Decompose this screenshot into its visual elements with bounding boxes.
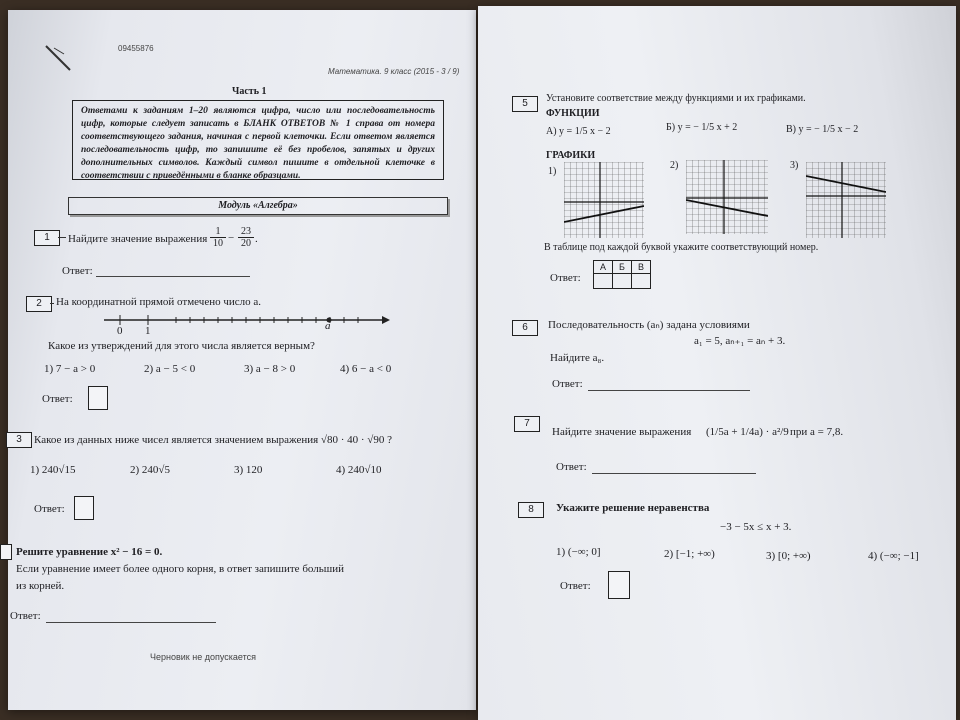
q7-text: Найдите значение выражения: [552, 426, 692, 438]
q6-text: Последовательность (aₙ) задана условиями: [548, 319, 750, 331]
answer-cell[interactable]: [613, 274, 632, 289]
q2-option-3: 3) a − 8 > 0: [244, 363, 296, 375]
question-number: 3: [6, 432, 32, 448]
answer-line[interactable]: [96, 276, 250, 277]
answer-label: Ответ:: [62, 265, 93, 277]
table-header: А: [594, 261, 613, 274]
function-v: В) y = − 1/5 x − 2: [786, 124, 859, 135]
graph-2: [686, 160, 768, 234]
page-header: Математика. 9 класс (2015 - 3 / 9): [328, 67, 460, 76]
q8-option-2: 2) [−1; +∞): [664, 548, 715, 560]
answer-line[interactable]: [592, 473, 756, 474]
q6-find: Найдите a₈.: [550, 352, 605, 364]
graph-number: 2): [670, 160, 679, 171]
module-title: Модуль «Алгебра»: [68, 197, 448, 215]
answer-cell[interactable]: [632, 274, 651, 289]
period: .: [255, 233, 258, 245]
answer-cell[interactable]: [594, 274, 613, 289]
q5-text: Установите соответствие между функциями и их графиками.: [546, 93, 806, 104]
answer-table: [593, 260, 651, 289]
answer-box[interactable]: [74, 496, 94, 520]
q2-option-4: 4) 6 − a < 0: [340, 363, 392, 375]
answer-label: Ответ:: [34, 503, 65, 515]
graph-number: 3): [790, 160, 799, 171]
function-b: Б) y = − 1/5 x + 2: [666, 122, 738, 133]
part-title: Часть 1: [232, 86, 267, 97]
q8-inequality: −3 − 5x ≤ x + 3.: [720, 521, 792, 533]
q2-text: На координатной прямой отмечено число a.: [56, 296, 262, 308]
number-line: [100, 310, 392, 338]
q6-condition: a₁ = 5, aₙ₊₁ = aₙ + 3.: [694, 335, 786, 347]
answer-label: Ответ:: [560, 580, 591, 592]
denominator: 10: [213, 238, 223, 249]
question-number: 7: [514, 416, 540, 432]
q3-text: Какое из данных ниже чисел является значением выражения √80 · 40 · √90 ?: [34, 434, 392, 446]
answer-line[interactable]: [588, 390, 750, 391]
functions-label: ФУНКЦИИ: [546, 108, 600, 119]
question-number: 8: [518, 502, 544, 518]
question-number-box: [0, 544, 12, 560]
q2-option-2: 2) a − 5 < 0: [144, 363, 196, 375]
q2-option-1: 1) 7 − a > 0: [44, 363, 96, 375]
q4-line-2: из корней.: [16, 580, 65, 592]
q4-line-1: Если уравнение имеет более одного корня, в ответ запишите больший: [16, 563, 345, 575]
answer-label: Ответ:: [552, 378, 583, 390]
denominator: 20: [241, 238, 251, 249]
answer-label: Ответ:: [42, 393, 73, 405]
q3-option-2: 2) 240√5: [130, 464, 170, 476]
q1-fraction-2: [238, 226, 254, 249]
graph-1: [564, 162, 644, 238]
q3-option-1: 1) 240√15: [30, 464, 76, 476]
graphs-label: ГРАФИКИ: [546, 150, 596, 161]
instructions-box: Ответами к заданиям 1–20 являются цифра, число или последовательность цифр, которые следует записать в БЛАНК ОТВЕТОВ № 1 справа от номера соответствующего задания, начиная с первой клеточки. Если ответом является последовательность цифр, то запишите её без пробелов, запятых и других дополнительных символов. Каждый символ пишите в отдельной клеточке в соответствии с приведёнными в бланке образцами.: [72, 100, 444, 180]
divider: [50, 303, 54, 304]
question-number: 5: [512, 96, 538, 112]
q1-fraction-1: [210, 226, 226, 249]
question-number: 1: [34, 230, 60, 246]
table-header: В: [632, 261, 651, 274]
q2-question: Какое из утверждений для этого числа является верным?: [48, 340, 315, 352]
table-header: Б: [613, 261, 632, 274]
answer-box[interactable]: [608, 571, 630, 599]
q8-text: Укажите решение неравенства: [556, 502, 710, 514]
tick-zero: 0: [117, 325, 123, 337]
answer-label: Ответ:: [556, 461, 587, 473]
q1-text: Найдите значение выражения: [68, 233, 208, 245]
q3-option-4: 4) 240√10: [336, 464, 382, 476]
question-number: 6: [512, 320, 538, 336]
tick-one: 1: [145, 325, 151, 337]
q3-option-3: 3) 120: [234, 464, 263, 476]
q8-option-1: 1) (−∞; 0]: [556, 546, 601, 558]
q4-text: Решите уравнение x² − 16 = 0.: [16, 546, 163, 558]
minus-sign: −: [228, 232, 235, 244]
numerator: 1: [210, 226, 226, 238]
graph-number: 1): [548, 166, 557, 177]
q8-option-4: 4) (−∞; −1]: [868, 550, 919, 562]
function-a: А) y = 1/5 x − 2: [546, 126, 611, 137]
answer-line[interactable]: [46, 622, 216, 623]
q7-expression: (1/5a + 1/4a) · a²/9: [706, 426, 789, 438]
q8-option-3: 3) [0; +∞): [766, 550, 811, 562]
graph-3: [806, 162, 886, 238]
variant-code: 09455876: [118, 44, 154, 53]
answer-label: Ответ:: [550, 272, 581, 284]
answer-box[interactable]: [88, 386, 108, 410]
pen-mark-icon: [40, 40, 80, 76]
q5-table-text: В таблице под каждой буквой укажите соответствующий номер.: [544, 242, 819, 253]
numerator: 23: [238, 226, 254, 238]
divider: [58, 237, 66, 238]
q7-at: при a = 7,8.: [790, 426, 844, 438]
page-footer: Черновик не допускается: [150, 652, 256, 662]
answer-label: Ответ:: [10, 610, 41, 622]
question-number: 2: [26, 296, 52, 312]
tick-a: a: [325, 320, 331, 332]
